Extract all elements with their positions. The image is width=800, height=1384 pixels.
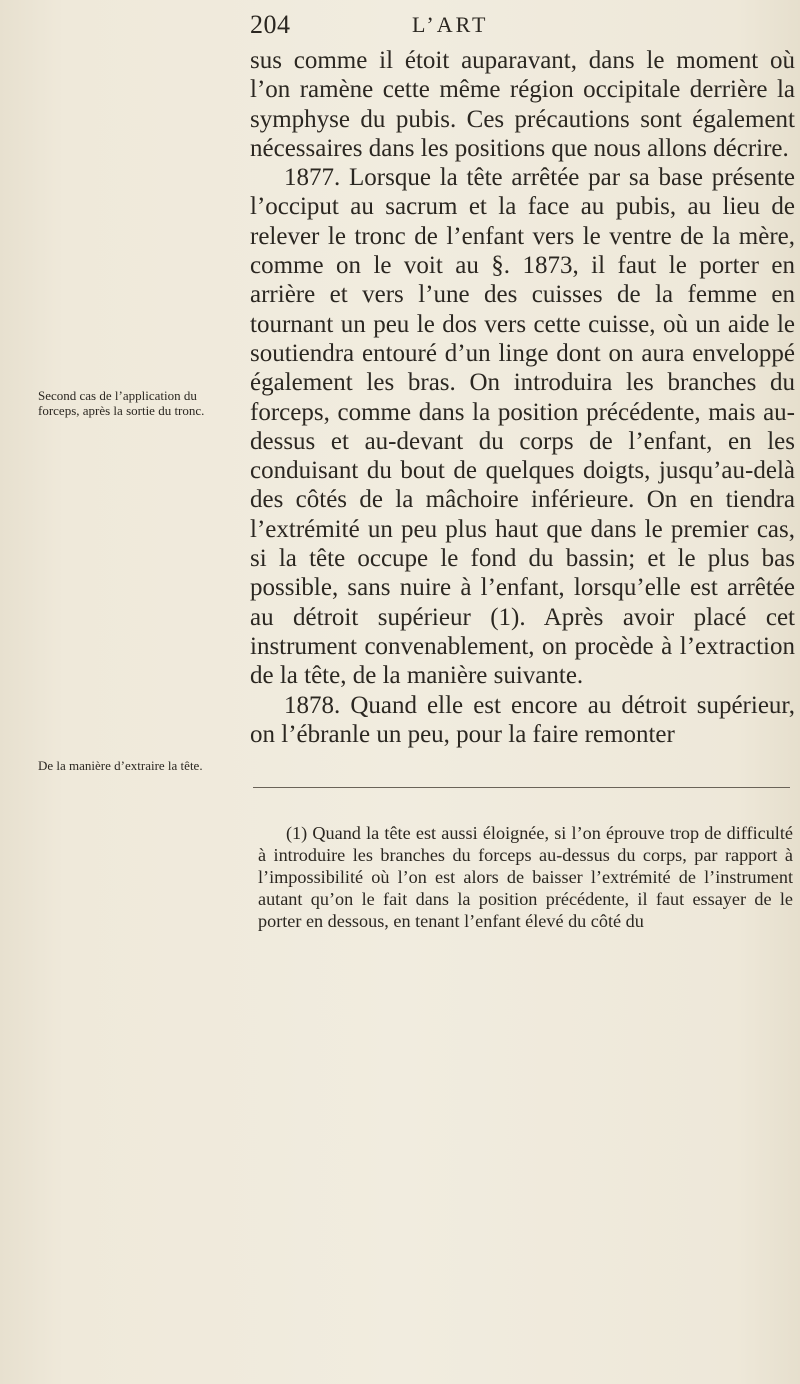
paragraph-continuation: sus comme il étoit auparavant, dans le moment où l’on ramène cette même région occipitale derrière la symphyse du pubis. Ces précautions sont également nécessaires dans les positions que nous allons décrire. xyxy=(250,47,795,162)
paragraph-1877: 1877. Lorsque la tête arrêtée par sa base présente l’occiput au sacrum et la face au pubis, au lieu de relever le tronc de l’enfant vers le ventre de la mère, comme on le voit au §. 1873, il faut le porter en arrière et vers l’une des cuisses de la femme en tournant un peu le dos vers cette cuisse, où un aide le soutiendra entouré d’un linge dont on aura enveloppé également les bras. On introduira les branches du forceps, comme dans la position précédente, mais au-dessus et au-devant du corps de l’enfant, en les conduisant du bout de quelques doigts, jusqu’au-delà des côtés de la mâchoire inférieure. On en tiendra l’extrémité un peu plus haut que dans le premier cas, si la tête occupe le fond du bassin; et le plus bas possible, sans nuire à l’enfant, lorsqu’elle est arrêtée au détroit supérieur (1). Après avoir placé cet instrument convenablement, on procède à l’extraction de la tête, de la manière suivante. xyxy=(250,164,795,690)
margin-note-second-case: Second cas de l’application du forceps, après la sortie du tronc. xyxy=(38,388,205,418)
footnote-text: (1) Quand la tête est aussi éloignée, si l’on éprouve trop de difficulté à introduire les branches du forceps au-dessus du corps, par rapport à l’impossibilité où l’on est alors de baisser l’extrémité de l’instrument autant qu’on le fait dans la position précédente, il faut essayer de le porter en dessous, en tenant l’enfant élevé du côté du xyxy=(258,823,793,931)
page-number: 204 xyxy=(250,10,291,39)
main-text xyxy=(250,46,795,749)
footnote-divider xyxy=(253,787,790,788)
running-title: L’ART xyxy=(412,12,489,37)
margin-note-extraction: De la manière d’extraire la tête. xyxy=(38,758,203,773)
paragraph-1878: 1878. Quand elle est encore au détroit supérieur, on l’ébranle un peu, pour la faire remonter xyxy=(250,691,795,748)
footnote xyxy=(258,822,793,932)
page-header xyxy=(250,10,800,46)
